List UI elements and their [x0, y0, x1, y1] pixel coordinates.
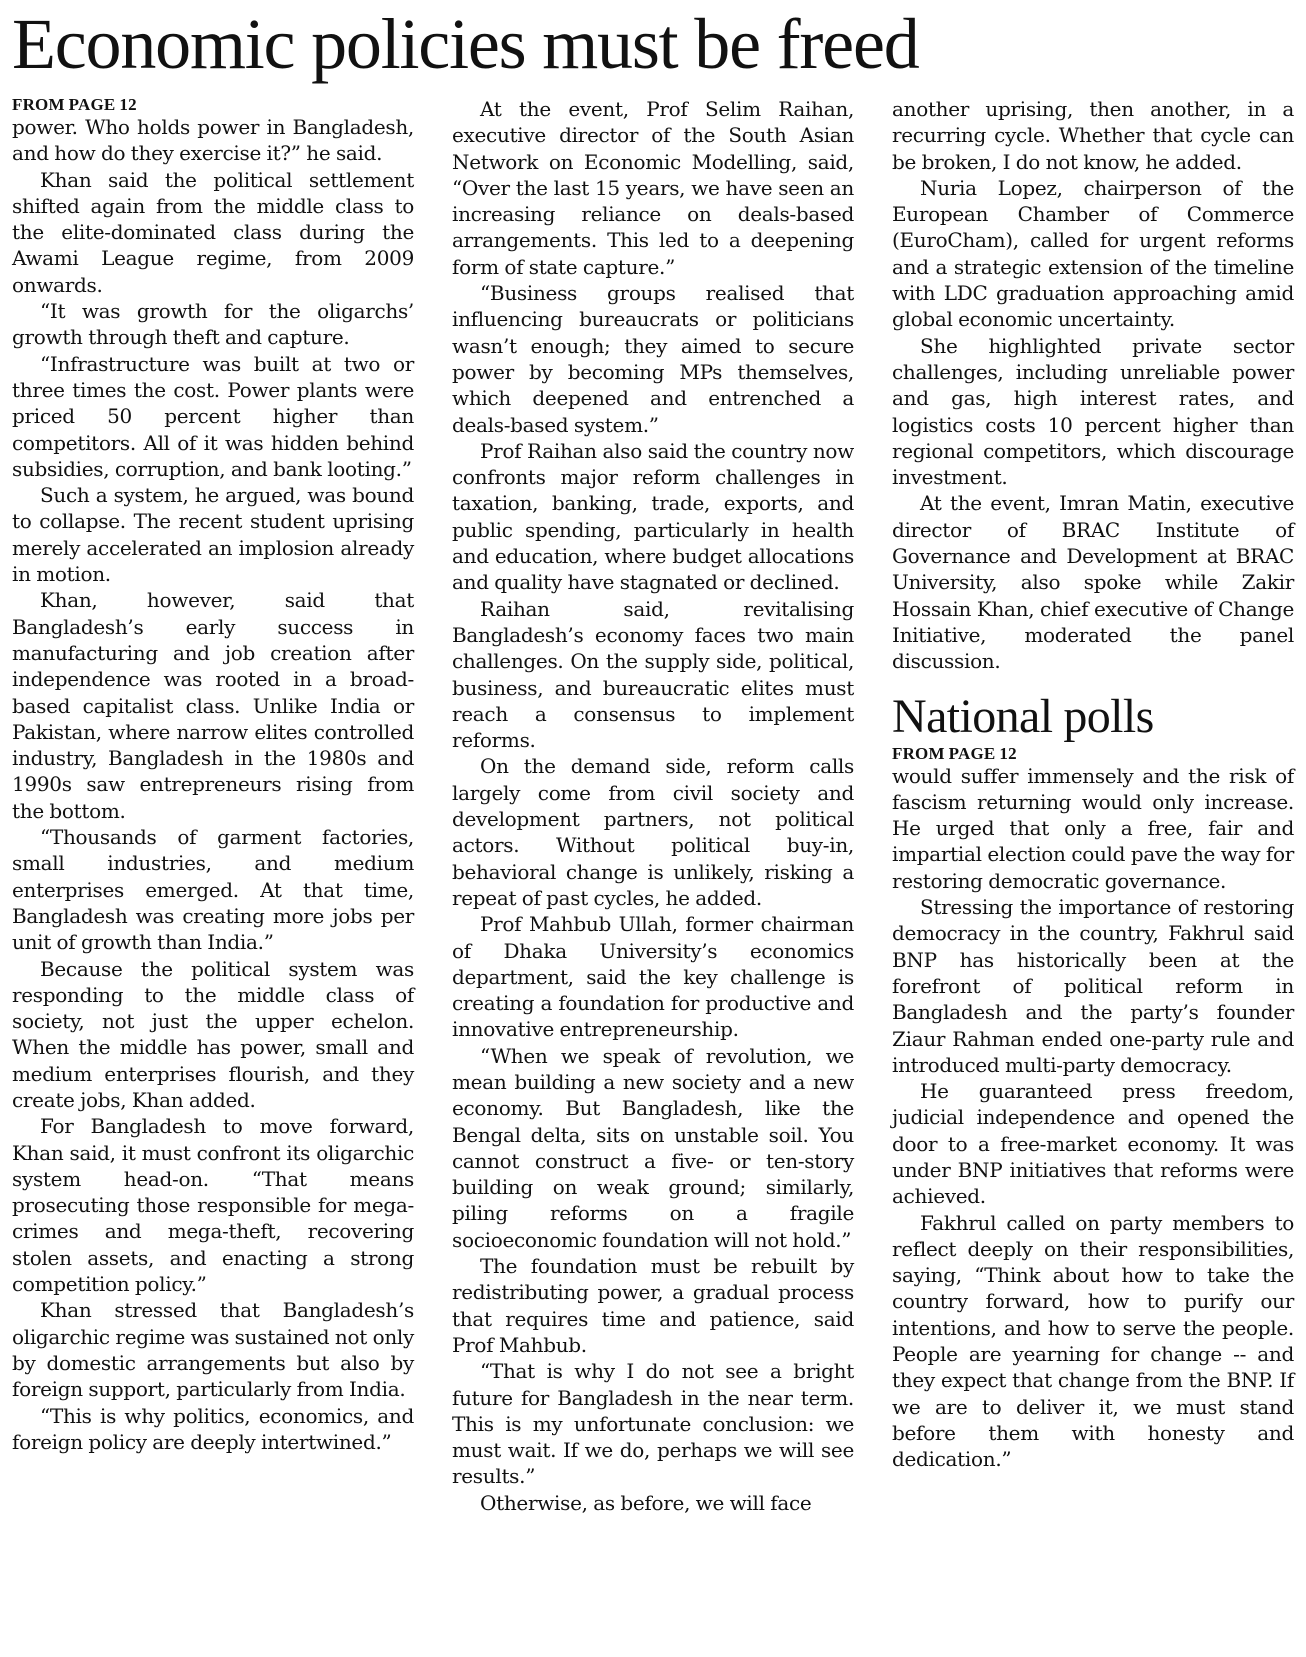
paragraph: “It was growth for the oligarchs’ growth through theft and capture.: [12, 299, 414, 350]
column-1: [12, 96, 414, 1516]
paragraph: Stressing the importance of restoring democracy in the country, Fakhrul said BNP has historically been at the forefront of political reform in Bangladesh and the party’s founder Ziaur Rahman ended one-party rule and introduced multi-party democracy.: [892, 895, 1294, 1077]
paragraph: “When we speak of revolution, we mean building a new society and a new economy. But Bangladesh, like the Bengal delta, sits on unstable soil. You cannot construct a five- or ten-story building on weak ground; similarly, piling reforms on a fragile socioeconomic foundation will not hold.”: [452, 1043, 854, 1252]
paragraph: another uprising, then another, in a recurring cycle. Whether that cycle can be broken, I do not know, he added.: [892, 97, 1294, 174]
paragraph: would suffer immensely and the risk of fascism returning would only increase. He urged that only a free, fair and impartial election could pave the way for restoring democratic governance.: [892, 763, 1294, 893]
jump-line: FROM PAGE 12: [12, 95, 137, 114]
paragraph: Otherwise, as before, we will face: [480, 1490, 812, 1515]
paragraph: Prof Raihan also said the country now confronts major reform challenges in taxation, banking, trade, exports, and public spending, particularly in health and education, where budget allocations and quality have stagnated or declined.: [452, 438, 854, 595]
paragraph: Khan, however, said that Bangladesh’s early success in manufacturing and job creation after independence was rooted in a broad-based capitalist class. Unlike India or Pakistan, where narrow elites controlled industry, Bangladesh in the 1980s and 1990s saw entrepreneurs rising from the bottom.: [12, 588, 414, 823]
article-columns: [12, 96, 1294, 1516]
paragraph: Fakhrul called on party members to reflect deeply on their responsibilities, saying, “Think about how to take the country forward, how to purify our intentions, and how to serve the people. People are yearning for change -- and they expect that change from the BNP. If we are to deliver it, we must stand before them with honesty and dedication.”: [892, 1210, 1294, 1472]
paragraph: Such a system, he argued, was bound to collapse. The recent student uprising merely accelerated an implosion already in motion.: [12, 483, 414, 587]
paragraph: “Infrastructure was built at two or three times the cost. Power plants were priced 50 percent higher than competitors. All of it was hidden behind subsidies, corruption, and bank looting.”: [12, 351, 414, 481]
paragraph: “This is why politics, economics, and foreign policy are deeply intertwined.”: [12, 1403, 414, 1454]
column-3: [892, 96, 1294, 1516]
paragraph: Prof Mahbub Ullah, former chairman of Dhaka University’s economics department, said the key challenge is creating a foundation for productive and innovative entrepreneurship.: [452, 912, 854, 1042]
paragraph: Raihan said, revitalising Bangladesh’s economy faces two main challenges. On the supply side, political, business, and bureaucratic elites must reach a consensus to implement reforms.: [452, 596, 854, 753]
paragraph: The foundation must be rebuilt by redistributing power, a gradual process that requires time and patience, said Prof Mahbub.: [452, 1254, 854, 1357]
paragraph: He guaranteed press freedom, judicial independence and opened the door to a free-market economy. It was under BNP initiatives that reforms were achieved.: [892, 1079, 1294, 1209]
paragraph: “Thousands of garment factories, small industries, and medium enterprises emerged. At that time, Bangladesh was creating more jobs per unit of growth than India.”: [12, 825, 414, 955]
paragraph: For Bangladesh to move forward, Khan said, it must confront its oligarchic system head-on. “That means prosecuting those responsible for mega-crimes and mega-theft, recovering stolen assets, and enacting a strong competition policy.”: [12, 1114, 414, 1297]
paragraph: power. Who holds power in Bangladesh, and how do they exercise it?” he said.: [12, 115, 414, 166]
paragraph: At the event, Imran Matin, executive director of BRAC Institute of Governance and Development at BRAC University, also spoke while Zakir Hossain Khan, chief executive of Change Initiative, moderated the panel discussion.: [892, 491, 1294, 674]
column-2: [452, 96, 854, 1516]
paragraph: Nuria Lopez, chairperson of the European Chamber of Commerce (EuroCham), called for urgent reforms and a strategic extension of the timeline with LDC graduation approaching amid global economic uncertainty.: [892, 175, 1294, 332]
paragraph: At the event, Prof Selim Raihan, executive director of the South Asian Network on Economic Modelling, said, “Over the last 15 years, we have seen an increasing reliance on deals-based arrangements. This led to a deepening form of state capture.”: [452, 97, 854, 279]
paragraph: She highlighted private sector challenges, including unreliable power and gas, high interest rates, and logistics costs 10 percent higher than regional competitors, which discourage investment.: [892, 333, 1294, 490]
paragraph: Khan said the political settlement shifted again from the middle class to the elite-dominated class during the Awami League regime, from 2009 onwards.: [12, 167, 414, 297]
paragraph: “Business groups realised that influencing bureaucrats or politicians wasn’t enough; they aimed to secure power by becoming MPs themselves, which deepened and entrenched a deals-based system.”: [452, 281, 854, 437]
paragraph: “That is why I do not see a bright future for Bangladesh in the near term. This is my unfortunate conclusion: we must wait. If we do, perhaps we will see results.”: [452, 1359, 854, 1489]
article-headline: Economic policies must be freed: [12, 4, 919, 84]
second-article-headline: National polls: [892, 689, 1154, 743]
second-jump-line: FROM PAGE 12: [892, 743, 1017, 763]
paragraph: Khan stressed that Bangladesh’s oligarchic regime was sustained not only by domestic arrangements but also by foreign support, particularly from India.: [12, 1298, 414, 1402]
paragraph: Because the political system was responding to the middle class of society, not just the upper echelon. When the middle has power, small and medium enterprises flourish, and they create jobs, Khan added.: [12, 956, 414, 1112]
paragraph: On the demand side, reform calls largely come from civil society and development partners, not political actors. Without political buy-in, behavioral change is unlikely, risking a repeat of past cycles, he added.: [452, 754, 854, 910]
